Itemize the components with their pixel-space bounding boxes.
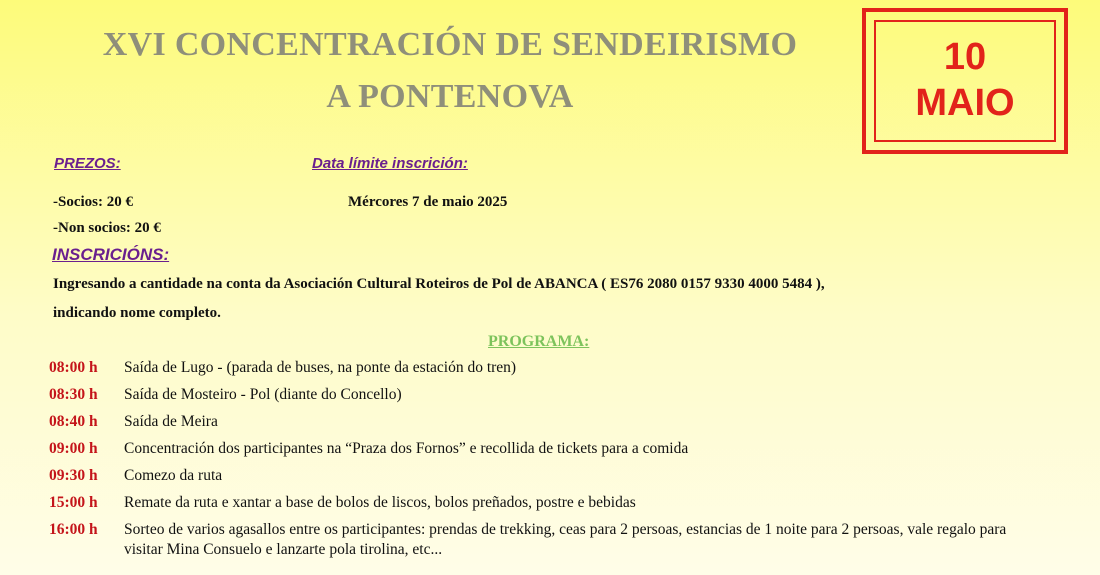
programa-item-desc: Remate da ruta e xantar a base de bolos de liscos, bolos preñados, postre e bebidas: [124, 494, 636, 511]
inscricions-line1: Ingresando a cantidade na conta da Asociación Cultural Roteiros de Pol de ABANCA ( ES76 2080 0157 9330 4000 5484 ),: [53, 276, 825, 292]
programa-item-desc: Saída de Mosteiro - Pol (diante do Concello): [124, 386, 402, 403]
programa-item: [49, 412, 1069, 432]
date-box-inner: [874, 20, 1056, 142]
price-socios: -Socios: 20 €: [53, 194, 133, 210]
inscricions-line2: indicando nome completo.: [53, 305, 221, 321]
event-title-line1: XVI CONCENTRACIÓN DE SENDEIRISMO: [102, 26, 798, 63]
programa-item-desc: Saída de Lugo - (parada de buses, na ponte da estación do tren): [124, 359, 517, 376]
date-day: 10: [943, 36, 987, 79]
programa-item-desc: Saída de Meira: [124, 413, 218, 430]
programa-item: [49, 385, 1069, 405]
event-title-line2: A PONTENOVA: [326, 78, 574, 115]
programa-item-desc: Comezo da ruta: [124, 467, 223, 484]
prezos-heading: PREZOS:: [54, 155, 121, 172]
programa-item-time: 08:30 h: [49, 386, 98, 403]
programa-item-time: 09:00 h: [49, 440, 98, 457]
deadline-value: Mércores 7 de maio 2025: [348, 194, 508, 210]
programa-item: [49, 520, 1069, 560]
programa-item: [49, 466, 1069, 486]
inscricions-heading: INSCRICIÓNS:: [52, 245, 170, 264]
programa-item-time: 16:00 h: [49, 521, 98, 538]
programa-item: [49, 358, 1069, 378]
programa-item-time: 15:00 h: [49, 494, 98, 511]
price-non-socios: -Non socios: 20 €: [53, 220, 161, 236]
programa-heading: PROGRAMA:: [488, 333, 590, 350]
programa-item-time: 08:00 h: [49, 359, 98, 376]
programa-item-time: 08:40 h: [49, 413, 98, 430]
programa-item: [49, 493, 1069, 513]
date-month: MAIO: [915, 82, 1015, 124]
deadline-heading: Data límite inscrición:: [312, 155, 468, 172]
programa-item: [49, 439, 1069, 459]
programa-item-time: 09:30 h: [49, 467, 98, 484]
programa-item-desc: Concentración dos participantes na “Praza dos Fornos” e recollida de tickets para a comida: [124, 440, 689, 457]
programa-item-desc: Sorteo de varios agasallos entre os participantes: prendas de trekking, ceas para 2 persoas, estancias de 1 noite para 2 persoas, vale regalo para visitar Mina Consuelo e lanzarte pola tirolina, etc...: [124, 521, 1007, 559]
date-box: [862, 8, 1068, 154]
